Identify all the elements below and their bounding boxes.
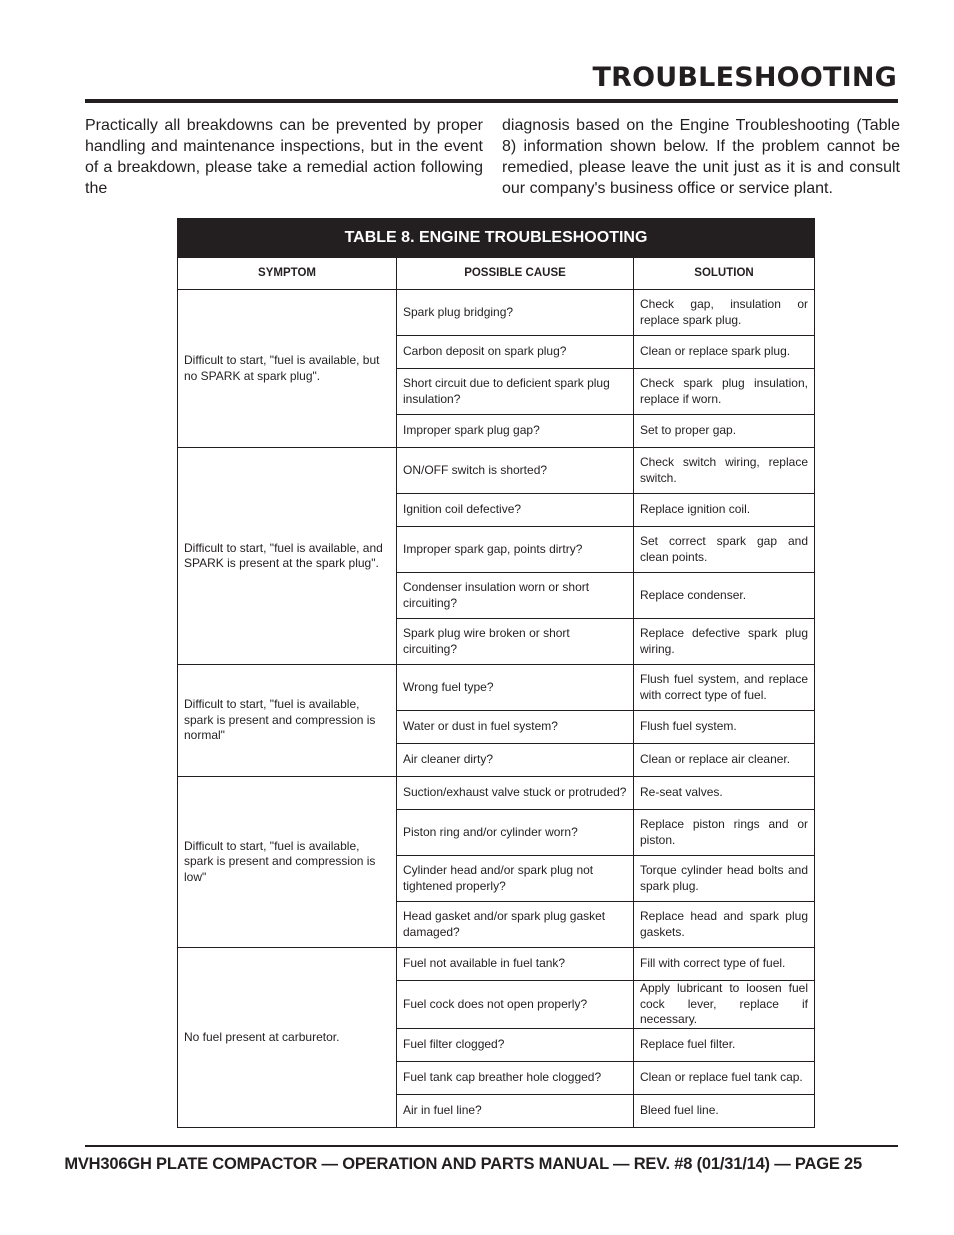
page-footer: MVH306GH PLATE COMPACTOR — OPERATION AND PARTS MANUAL — REV. #8 (01/31/14) — PAGE 25 — [64, 1155, 862, 1173]
cause-cell: Improper spark plug gap? — [397, 415, 634, 448]
solution-cell: Check gap, insulation or replace spark plug. — [634, 290, 815, 336]
cause-cell: Water or dust in fuel system? — [397, 711, 634, 744]
symptom-cell: Difficult to start, "fuel is available, but no SPARK at spark plug". — [178, 290, 397, 448]
table-caption: TABLE 8. ENGINE TROUBLESHOOTING — [178, 219, 815, 258]
footer-rule — [85, 1145, 898, 1147]
intro-left: Practically all breakdowns can be prevented by proper handling and maintenance inspections, but in the event of a breakdown, please take a remedial action following the — [85, 117, 483, 197]
header-symptom: SYMPTOM — [178, 258, 397, 290]
cause-cell: Wrong fuel type? — [397, 665, 634, 711]
solution-cell: Check switch wiring, replace switch. — [634, 448, 815, 494]
solution-cell: Replace condenser. — [634, 573, 815, 619]
solution-cell: Clean or replace spark plug. — [634, 336, 815, 369]
solution-cell: Bleed fuel line. — [634, 1094, 815, 1127]
cause-cell: Improper spark gap, points dirtry? — [397, 527, 634, 573]
solution-cell: Replace head and spark plug gaskets. — [634, 902, 815, 948]
cause-cell: Air in fuel line? — [397, 1094, 634, 1127]
cause-cell: Piston ring and/or cylinder worn? — [397, 810, 634, 856]
solution-cell: Fill with correct type of fuel. — [634, 948, 815, 981]
cause-cell: Condenser insulation worn or short circuiting? — [397, 573, 634, 619]
cause-cell: Fuel cock does not open properly? — [397, 981, 634, 1029]
cause-cell: Short circuit due to deficient spark plug insulation? — [397, 369, 634, 415]
solution-cell: Check spark plug insulation, replace if worn. — [634, 369, 815, 415]
cause-cell: ON/OFF switch is shorted? — [397, 448, 634, 494]
cause-cell: Fuel filter clogged? — [397, 1028, 634, 1061]
symptom-cell: Difficult to start, "fuel is available, spark is present and compression is low" — [178, 777, 397, 948]
solution-cell: Clean or replace air cleaner. — [634, 744, 815, 777]
table-row — [178, 665, 815, 711]
table-body — [178, 290, 815, 1128]
engine-troubleshooting-table — [177, 218, 815, 1128]
solution-cell: Torque cylinder head bolts and spark plug. — [634, 856, 815, 902]
solution-cell: Replace ignition coil. — [634, 494, 815, 527]
intro-right: diagnosis based on the Engine Troubleshooting (Table 8) information shown below. If the problem cannot be remedied, please leave the unit just as it is and consult our company's business office or service plant. — [502, 117, 900, 197]
solution-cell: Replace piston rings and or piston. — [634, 810, 815, 856]
cause-cell: Cylinder head and/or spark plug not tightened properly? — [397, 856, 634, 902]
solution-cell: Apply lubricant to loosen fuel cock lever, replace if necessary. — [634, 981, 815, 1029]
header-possible-cause: POSSIBLE CAUSE — [397, 258, 634, 290]
page-title: TROUBLESHOOTING — [592, 62, 897, 93]
cause-cell: Ignition coil defective? — [397, 494, 634, 527]
table-row — [178, 948, 815, 981]
solution-cell: Set to proper gap. — [634, 415, 815, 448]
cause-cell: Carbon deposit on spark plug? — [397, 336, 634, 369]
solution-cell: Replace fuel filter. — [634, 1028, 815, 1061]
cause-cell: Air cleaner dirty? — [397, 744, 634, 777]
table-row — [178, 777, 815, 810]
cause-cell: Spark plug bridging? — [397, 290, 634, 336]
solution-cell: Flush fuel system, and replace with correct type of fuel. — [634, 665, 815, 711]
solution-cell: Clean or replace fuel tank cap. — [634, 1061, 815, 1094]
cause-cell: Fuel tank cap breather hole clogged? — [397, 1061, 634, 1094]
cause-cell: Spark plug wire broken or short circuiting? — [397, 619, 634, 665]
symptom-cell: No fuel present at carburetor. — [178, 948, 397, 1128]
symptom-cell: Difficult to start, "fuel is available, spark is present and compression is normal" — [178, 665, 397, 777]
header-solution: SOLUTION — [634, 258, 815, 290]
solution-cell: Replace defective spark plug wiring. — [634, 619, 815, 665]
symptom-cell: Difficult to start, "fuel is available, and SPARK is present at the spark plug". — [178, 448, 397, 665]
table-row — [178, 290, 815, 336]
solution-cell: Set correct spark gap and clean points. — [634, 527, 815, 573]
table-row — [178, 448, 815, 494]
title-rule — [85, 99, 898, 103]
cause-cell: Suction/exhaust valve stuck or protruded? — [397, 777, 634, 810]
solution-cell: Flush fuel system. — [634, 711, 815, 744]
solution-cell: Re-seat valves. — [634, 777, 815, 810]
cause-cell: Head gasket and/or spark plug gasket damaged? — [397, 902, 634, 948]
cause-cell: Fuel not available in fuel tank? — [397, 948, 634, 981]
